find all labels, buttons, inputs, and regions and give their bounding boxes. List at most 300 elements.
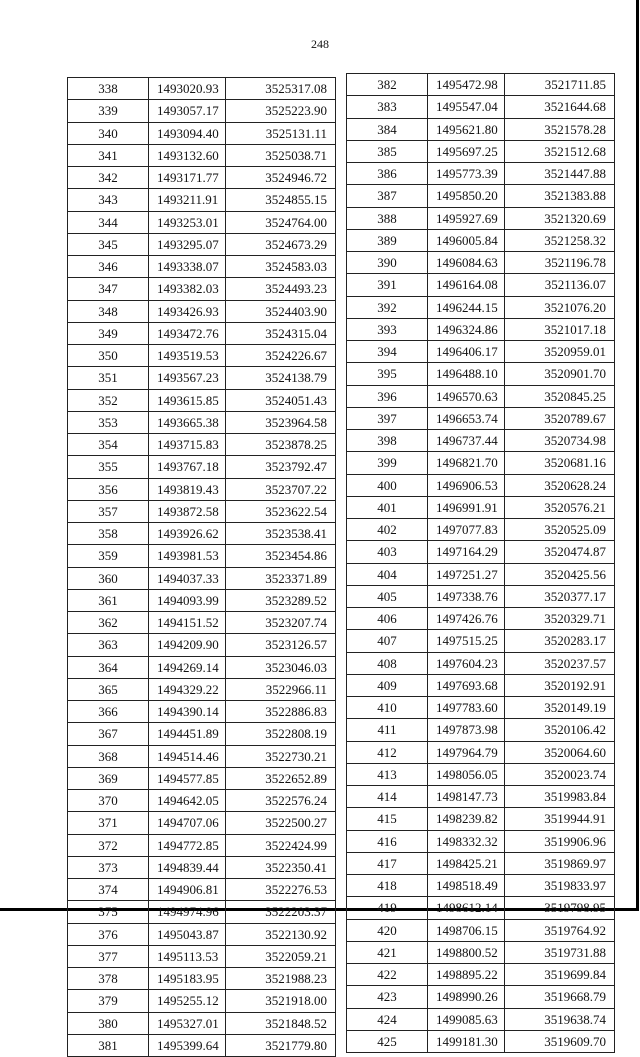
y-coordinate-cell: 3522424.99 (226, 834, 336, 856)
x-coordinate-cell: 1494329.22 (149, 678, 226, 700)
y-coordinate-cell: 3521988.23 (226, 968, 336, 990)
point-number-cell: 342 (68, 167, 149, 189)
y-coordinate-cell: 3520789.67 (505, 407, 615, 429)
x-coordinate-cell: 1495255.12 (149, 990, 226, 1012)
table-row (68, 745, 336, 767)
point-number-cell: 338 (68, 78, 149, 100)
table-row (68, 500, 336, 522)
y-coordinate-cell: 3522350.41 (226, 856, 336, 878)
table-row (347, 385, 615, 407)
point-number-cell: 381 (68, 1034, 149, 1056)
y-coordinate-cell: 3524138.79 (226, 367, 336, 389)
y-coordinate-cell: 3519798.95 (505, 897, 615, 919)
x-coordinate-cell: 1494577.85 (149, 767, 226, 789)
x-coordinate-cell: 1494839.44 (149, 856, 226, 878)
table-row (68, 523, 336, 545)
x-coordinate-cell: 1497873.98 (428, 719, 505, 741)
x-coordinate-cell: 1495399.64 (149, 1034, 226, 1056)
x-coordinate-cell: 1498706.15 (428, 919, 505, 941)
table-row (68, 100, 336, 122)
table-row (68, 945, 336, 967)
y-coordinate-cell: 3524403.90 (226, 300, 336, 322)
x-coordinate-cell: 1493715.83 (149, 434, 226, 456)
y-coordinate-cell: 3522130.92 (226, 923, 336, 945)
table-row (347, 519, 615, 541)
y-coordinate-cell: 3520901.70 (505, 363, 615, 385)
table-row (347, 274, 615, 296)
point-number-cell: 370 (68, 790, 149, 812)
table-row (68, 856, 336, 878)
table-row (347, 697, 615, 719)
x-coordinate-cell: 1493295.07 (149, 233, 226, 255)
y-coordinate-cell: 3522730.21 (226, 745, 336, 767)
point-number-cell: 344 (68, 211, 149, 233)
y-coordinate-cell: 3520064.60 (505, 741, 615, 763)
y-coordinate-cell: 3522276.53 (226, 879, 336, 901)
table-row (347, 808, 615, 830)
table-row (68, 589, 336, 611)
y-coordinate-cell: 3520023.74 (505, 763, 615, 785)
table-row (347, 140, 615, 162)
y-coordinate-cell: 3523878.25 (226, 434, 336, 456)
point-number-cell: 422 (347, 964, 428, 986)
x-coordinate-cell: 1495850.20 (428, 185, 505, 207)
x-coordinate-cell: 1493665.38 (149, 411, 226, 433)
table-row (68, 456, 336, 478)
y-coordinate-cell: 3519638.74 (505, 1008, 615, 1030)
point-number-cell: 343 (68, 189, 149, 211)
table-row (68, 545, 336, 567)
point-number-cell: 375 (68, 901, 149, 923)
x-coordinate-cell: 1497426.76 (428, 608, 505, 630)
point-number-cell: 407 (347, 630, 428, 652)
x-coordinate-cell: 1494093.99 (149, 589, 226, 611)
y-coordinate-cell: 3520959.01 (505, 341, 615, 363)
table-row (68, 122, 336, 144)
y-coordinate-cell: 3523538.41 (226, 523, 336, 545)
y-coordinate-cell: 3524493.23 (226, 278, 336, 300)
x-coordinate-cell: 1498332.32 (428, 830, 505, 852)
x-coordinate-cell: 1495472.98 (428, 74, 505, 96)
point-number-cell: 415 (347, 808, 428, 830)
table-row (347, 296, 615, 318)
x-coordinate-cell: 1494707.06 (149, 812, 226, 834)
x-coordinate-cell: 1493872.58 (149, 500, 226, 522)
table-row (347, 652, 615, 674)
y-coordinate-cell: 3523207.74 (226, 612, 336, 634)
x-coordinate-cell: 1496570.63 (428, 385, 505, 407)
x-coordinate-cell: 1497515.25 (428, 630, 505, 652)
point-number-cell: 406 (347, 608, 428, 630)
point-number-cell: 403 (347, 541, 428, 563)
y-coordinate-cell: 3520845.25 (505, 385, 615, 407)
table-row (347, 852, 615, 874)
table-row (68, 567, 336, 589)
table-row (68, 612, 336, 634)
x-coordinate-cell: 1497693.68 (428, 674, 505, 696)
y-coordinate-cell: 3519983.84 (505, 786, 615, 808)
point-number-cell: 416 (347, 830, 428, 852)
table-row (347, 964, 615, 986)
point-number-cell: 386 (347, 163, 428, 185)
x-coordinate-cell: 1495621.80 (428, 118, 505, 140)
y-coordinate-cell: 3523707.22 (226, 478, 336, 500)
point-number-cell: 380 (68, 1012, 149, 1034)
y-coordinate-cell: 3521076.20 (505, 296, 615, 318)
table-row (68, 1034, 336, 1056)
y-coordinate-cell: 3521196.78 (505, 252, 615, 274)
x-coordinate-cell: 1498895.22 (428, 964, 505, 986)
x-coordinate-cell: 1494514.46 (149, 745, 226, 767)
y-coordinate-cell: 3521711.85 (505, 74, 615, 96)
table-row (347, 407, 615, 429)
x-coordinate-cell: 1498612.14 (428, 897, 505, 919)
x-coordinate-cell: 1494037.33 (149, 567, 226, 589)
x-coordinate-cell: 1495697.25 (428, 140, 505, 162)
point-number-cell: 374 (68, 879, 149, 901)
table-row (68, 968, 336, 990)
x-coordinate-cell: 1496991.91 (428, 496, 505, 518)
point-number-cell: 412 (347, 741, 428, 763)
table-row (68, 78, 336, 100)
y-coordinate-cell: 3521644.68 (505, 96, 615, 118)
table-row (347, 585, 615, 607)
x-coordinate-cell: 1497604.23 (428, 652, 505, 674)
x-coordinate-cell: 1495183.95 (149, 968, 226, 990)
table-row (347, 474, 615, 496)
y-coordinate-cell: 3519764.92 (505, 919, 615, 941)
table-row (68, 189, 336, 211)
y-coordinate-cell: 3523454.86 (226, 545, 336, 567)
table-row (347, 986, 615, 1008)
point-number-cell: 400 (347, 474, 428, 496)
x-coordinate-cell: 1494390.14 (149, 701, 226, 723)
y-coordinate-cell: 3519869.97 (505, 852, 615, 874)
table-row (347, 363, 615, 385)
y-coordinate-cell: 3522500.27 (226, 812, 336, 834)
point-number-cell: 359 (68, 545, 149, 567)
x-coordinate-cell: 1494642.05 (149, 790, 226, 812)
y-coordinate-cell: 3520329.71 (505, 608, 615, 630)
point-number-cell: 411 (347, 719, 428, 741)
y-coordinate-cell: 3521383.88 (505, 185, 615, 207)
x-coordinate-cell: 1493819.43 (149, 478, 226, 500)
point-number-cell: 347 (68, 278, 149, 300)
point-number-cell: 354 (68, 434, 149, 456)
table-row (68, 278, 336, 300)
x-coordinate-cell: 1495113.53 (149, 945, 226, 967)
point-number-cell: 367 (68, 723, 149, 745)
y-coordinate-cell: 3522652.89 (226, 767, 336, 789)
x-coordinate-cell: 1494151.52 (149, 612, 226, 634)
table-row (347, 207, 615, 229)
table-row (68, 1012, 336, 1034)
point-number-cell: 387 (347, 185, 428, 207)
x-coordinate-cell: 1493132.60 (149, 144, 226, 166)
y-coordinate-cell: 3522966.11 (226, 678, 336, 700)
point-number-cell: 360 (68, 567, 149, 589)
table-row (68, 345, 336, 367)
point-number-cell: 379 (68, 990, 149, 1012)
table-row (68, 834, 336, 856)
point-number-cell: 399 (347, 452, 428, 474)
x-coordinate-cell: 1493519.53 (149, 345, 226, 367)
table-row (347, 229, 615, 251)
point-number-cell: 377 (68, 945, 149, 967)
table-row (347, 185, 615, 207)
y-coordinate-cell: 3520734.98 (505, 430, 615, 452)
point-number-cell: 401 (347, 496, 428, 518)
point-number-cell: 382 (347, 74, 428, 96)
table-row (68, 723, 336, 745)
y-coordinate-cell: 3523622.54 (226, 500, 336, 522)
y-coordinate-cell: 3520149.19 (505, 697, 615, 719)
table-row (347, 541, 615, 563)
x-coordinate-cell: 1493615.85 (149, 389, 226, 411)
point-number-cell: 409 (347, 674, 428, 696)
x-coordinate-cell: 1498056.05 (428, 763, 505, 785)
point-number-cell: 383 (347, 96, 428, 118)
point-number-cell: 364 (68, 656, 149, 678)
point-number-cell: 402 (347, 519, 428, 541)
x-coordinate-cell: 1494451.89 (149, 723, 226, 745)
x-coordinate-cell: 1493094.40 (149, 122, 226, 144)
point-number-cell: 361 (68, 589, 149, 611)
x-coordinate-cell: 1493426.93 (149, 300, 226, 322)
x-coordinate-cell: 1493211.91 (149, 189, 226, 211)
coordinate-table-right (346, 73, 615, 1053)
x-coordinate-cell: 1493171.77 (149, 167, 226, 189)
x-coordinate-cell: 1496005.84 (428, 229, 505, 251)
point-number-cell: 357 (68, 500, 149, 522)
y-coordinate-cell: 3521578.28 (505, 118, 615, 140)
table-row (347, 563, 615, 585)
table-row (68, 144, 336, 166)
point-number-cell: 365 (68, 678, 149, 700)
y-coordinate-cell: 3524764.00 (226, 211, 336, 233)
y-coordinate-cell: 3519731.88 (505, 941, 615, 963)
table-row (347, 897, 615, 919)
y-coordinate-cell: 3525038.71 (226, 144, 336, 166)
point-number-cell: 341 (68, 144, 149, 166)
y-coordinate-cell: 3525223.90 (226, 100, 336, 122)
y-coordinate-cell: 3521320.69 (505, 207, 615, 229)
table-row (68, 167, 336, 189)
x-coordinate-cell: 1497164.29 (428, 541, 505, 563)
x-coordinate-cell: 1493981.53 (149, 545, 226, 567)
y-coordinate-cell: 3524855.15 (226, 189, 336, 211)
table-row (347, 1008, 615, 1030)
point-number-cell: 413 (347, 763, 428, 785)
x-coordinate-cell: 1494906.81 (149, 879, 226, 901)
table-row (347, 252, 615, 274)
point-number-cell: 351 (68, 367, 149, 389)
y-coordinate-cell: 3523126.57 (226, 634, 336, 656)
x-coordinate-cell: 1496906.53 (428, 474, 505, 496)
table-row (347, 74, 615, 96)
table-row (347, 430, 615, 452)
y-coordinate-cell: 3522886.83 (226, 701, 336, 723)
x-coordinate-cell: 1493253.01 (149, 211, 226, 233)
table-row (68, 256, 336, 278)
y-coordinate-cell: 3521779.80 (226, 1034, 336, 1056)
point-number-cell: 418 (347, 875, 428, 897)
point-number-cell: 355 (68, 456, 149, 478)
x-coordinate-cell: 1496164.08 (428, 274, 505, 296)
y-coordinate-cell: 3524226.67 (226, 345, 336, 367)
y-coordinate-cell: 3519906.96 (505, 830, 615, 852)
table-row (68, 790, 336, 812)
point-number-cell: 350 (68, 345, 149, 367)
point-number-cell: 410 (347, 697, 428, 719)
x-coordinate-cell: 1495043.87 (149, 923, 226, 945)
point-number-cell: 390 (347, 252, 428, 274)
y-coordinate-cell: 3520576.21 (505, 496, 615, 518)
y-coordinate-cell: 3522203.37 (226, 901, 336, 923)
table-row (68, 411, 336, 433)
point-number-cell: 368 (68, 745, 149, 767)
x-coordinate-cell: 1494269.14 (149, 656, 226, 678)
point-number-cell: 353 (68, 411, 149, 433)
table-row (347, 763, 615, 785)
table-row (347, 608, 615, 630)
table-row (347, 96, 615, 118)
point-number-cell: 373 (68, 856, 149, 878)
point-number-cell: 372 (68, 834, 149, 856)
x-coordinate-cell: 1497338.76 (428, 585, 505, 607)
point-number-cell: 339 (68, 100, 149, 122)
y-coordinate-cell: 3520525.09 (505, 519, 615, 541)
point-number-cell: 384 (347, 118, 428, 140)
x-coordinate-cell: 1497964.79 (428, 741, 505, 763)
point-number-cell: 414 (347, 786, 428, 808)
x-coordinate-cell: 1496737.44 (428, 430, 505, 452)
x-coordinate-cell: 1498239.82 (428, 808, 505, 830)
table-row (347, 741, 615, 763)
y-coordinate-cell: 3520681.16 (505, 452, 615, 474)
point-number-cell: 388 (347, 207, 428, 229)
x-coordinate-cell: 1496653.74 (428, 407, 505, 429)
page-number: 248 (311, 37, 329, 51)
table-row (347, 1030, 615, 1052)
y-coordinate-cell: 3524583.03 (226, 256, 336, 278)
point-number-cell: 419 (347, 897, 428, 919)
table-row (347, 118, 615, 140)
y-coordinate-cell: 3525131.11 (226, 122, 336, 144)
point-number-cell: 378 (68, 968, 149, 990)
table-row (68, 901, 336, 923)
point-number-cell: 348 (68, 300, 149, 322)
point-number-cell: 391 (347, 274, 428, 296)
point-number-cell: 376 (68, 923, 149, 945)
point-number-cell: 396 (347, 385, 428, 407)
point-number-cell: 425 (347, 1030, 428, 1052)
y-coordinate-cell: 3524315.04 (226, 322, 336, 344)
table-row (68, 322, 336, 344)
y-coordinate-cell: 3519699.84 (505, 964, 615, 986)
table-row (68, 367, 336, 389)
table-row (68, 923, 336, 945)
x-coordinate-cell: 1493382.03 (149, 278, 226, 300)
y-coordinate-cell: 3520192.91 (505, 674, 615, 696)
point-number-cell: 420 (347, 919, 428, 941)
x-coordinate-cell: 1496406.17 (428, 341, 505, 363)
x-coordinate-cell: 1497077.83 (428, 519, 505, 541)
table-row (68, 701, 336, 723)
point-number-cell: 358 (68, 523, 149, 545)
point-number-cell: 349 (68, 322, 149, 344)
x-coordinate-cell: 1493057.17 (149, 100, 226, 122)
y-coordinate-cell: 3523792.47 (226, 456, 336, 478)
table-row (347, 830, 615, 852)
y-coordinate-cell: 3519944.91 (505, 808, 615, 830)
table-row (347, 919, 615, 941)
y-coordinate-cell: 3519833.97 (505, 875, 615, 897)
table-row (68, 389, 336, 411)
table-row (347, 341, 615, 363)
point-number-cell: 405 (347, 585, 428, 607)
table-row (68, 656, 336, 678)
point-number-cell: 424 (347, 1008, 428, 1030)
point-number-cell: 352 (68, 389, 149, 411)
point-number-cell: 408 (347, 652, 428, 674)
point-number-cell: 404 (347, 563, 428, 585)
table-row (68, 879, 336, 901)
y-coordinate-cell: 3523371.89 (226, 567, 336, 589)
x-coordinate-cell: 1496488.10 (428, 363, 505, 385)
x-coordinate-cell: 1498147.73 (428, 786, 505, 808)
point-number-cell: 363 (68, 634, 149, 656)
table-row (68, 990, 336, 1012)
x-coordinate-cell: 1493472.76 (149, 322, 226, 344)
x-coordinate-cell: 1496084.63 (428, 252, 505, 274)
point-number-cell: 394 (347, 341, 428, 363)
point-number-cell: 346 (68, 256, 149, 278)
point-number-cell: 392 (347, 296, 428, 318)
x-coordinate-cell: 1494772.85 (149, 834, 226, 856)
y-coordinate-cell: 3521848.52 (226, 1012, 336, 1034)
x-coordinate-cell: 1495927.69 (428, 207, 505, 229)
point-number-cell: 366 (68, 701, 149, 723)
y-coordinate-cell: 3520106.42 (505, 719, 615, 741)
y-coordinate-cell: 3521918.00 (226, 990, 336, 1012)
y-coordinate-cell: 3522059.21 (226, 945, 336, 967)
table-row (347, 786, 615, 808)
table-row (347, 630, 615, 652)
y-coordinate-cell: 3520425.56 (505, 563, 615, 585)
y-coordinate-cell: 3521136.07 (505, 274, 615, 296)
point-number-cell: 423 (347, 986, 428, 1008)
x-coordinate-cell: 1495327.01 (149, 1012, 226, 1034)
table-row (347, 674, 615, 696)
point-number-cell: 369 (68, 767, 149, 789)
x-coordinate-cell: 1498990.26 (428, 986, 505, 1008)
x-coordinate-cell: 1497783.60 (428, 697, 505, 719)
x-coordinate-cell: 1499085.63 (428, 1008, 505, 1030)
y-coordinate-cell: 3524051.43 (226, 389, 336, 411)
x-coordinate-cell: 1494974.96 (149, 901, 226, 923)
point-number-cell: 397 (347, 407, 428, 429)
y-coordinate-cell: 3520377.17 (505, 585, 615, 607)
y-coordinate-cell: 3520628.24 (505, 474, 615, 496)
table-row (347, 163, 615, 185)
y-coordinate-cell: 3523289.52 (226, 589, 336, 611)
point-number-cell: 389 (347, 229, 428, 251)
x-coordinate-cell: 1493926.62 (149, 523, 226, 545)
table-row (347, 452, 615, 474)
table-row (347, 496, 615, 518)
y-coordinate-cell: 3521258.32 (505, 229, 615, 251)
